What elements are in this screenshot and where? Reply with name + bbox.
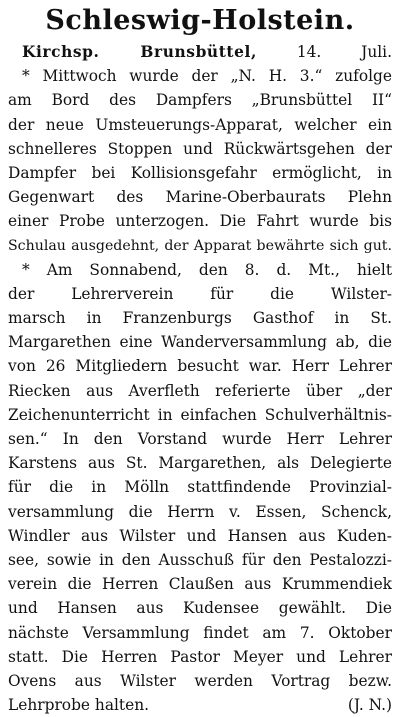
text-line: Riecken aus Averfleth referierte über „der — [8, 381, 392, 400]
dateline-place: Kirchsp. Brunsbüttel, — [22, 43, 257, 61]
text-line: für die in Mölln stattfindende Provinzial- — [8, 478, 392, 497]
text-line: einer Probe unterzogen. Die Fahrt wurde bis — [8, 212, 392, 231]
text-line: nächste Versammlung findet am 7. Oktober — [8, 623, 392, 642]
dateline — [8, 40, 392, 64]
text-line: marsch in Franzenburgs Gasthof in St. — [8, 309, 392, 328]
text-line: Margarethen eine Wanderversammlung ab, die — [8, 333, 392, 352]
text-line: der Lehrerverein für die Wilster- — [8, 284, 392, 303]
text-line: * Mittwoch wurde der „N. H. 3.“ zufolge — [22, 67, 392, 86]
text-line: Windler aus Wilster und Hansen aus Kuden- — [8, 526, 392, 545]
headline: Schleswig-Holstein. — [45, 5, 355, 36]
closing-line — [8, 693, 392, 717]
text-line: und Hansen aus Kudensee gewählt. Die — [8, 599, 392, 618]
article-body — [8, 40, 392, 717]
signature: (J. N.) — [347, 696, 392, 715]
text-line-final: Lehrprobe halten. — [8, 696, 150, 715]
text-line: versammlung die Herrn v. Essen, Schenck, — [8, 502, 392, 521]
text-line: Schulau ausgedehnt, der Apparat bewährte sich gut. — [8, 237, 392, 254]
dateline-date: 14. Juli. — [296, 43, 392, 61]
text-line: statt. Die Herren Pastor Meyer und Lehrer — [8, 647, 392, 666]
text-line: Karstens aus St. Margarethen, als Delegierte — [8, 454, 392, 473]
text-line: Dampfer bei Kollisionsgefahr ermöglicht, in — [8, 163, 392, 182]
text-line: see, sowie in den Ausschuß für den Pestalozzi- — [8, 550, 392, 569]
text-line: von 26 Mitgliedern besucht war. Herr Lehrer — [8, 357, 392, 376]
text-line: Ovens aus Wilster werden Vortrag bezw. — [8, 671, 392, 690]
text-line: Zeichenunterricht in einfachen Schulverhältnis- — [8, 405, 392, 424]
text-line: verein die Herren Claußen aus Krummendiek — [8, 575, 392, 594]
text-line: Gegenwart des Marine-Oberbaurats Plehn — [8, 188, 392, 207]
text-line: der neue Umsteuerungs-Apparat, welcher ein — [8, 115, 392, 134]
text-line: sen.“ In den Vorstand wurde Herr Lehrer — [8, 430, 392, 448]
text-line: * Am Sonnabend, den 8. d. Mt., hielt — [22, 260, 392, 279]
text-line: am Bord des Dampfers „Brunsbüttel II“ — [8, 91, 392, 110]
text-line: schnelleres Stoppen und Rückwärtsgehen der — [8, 139, 392, 158]
